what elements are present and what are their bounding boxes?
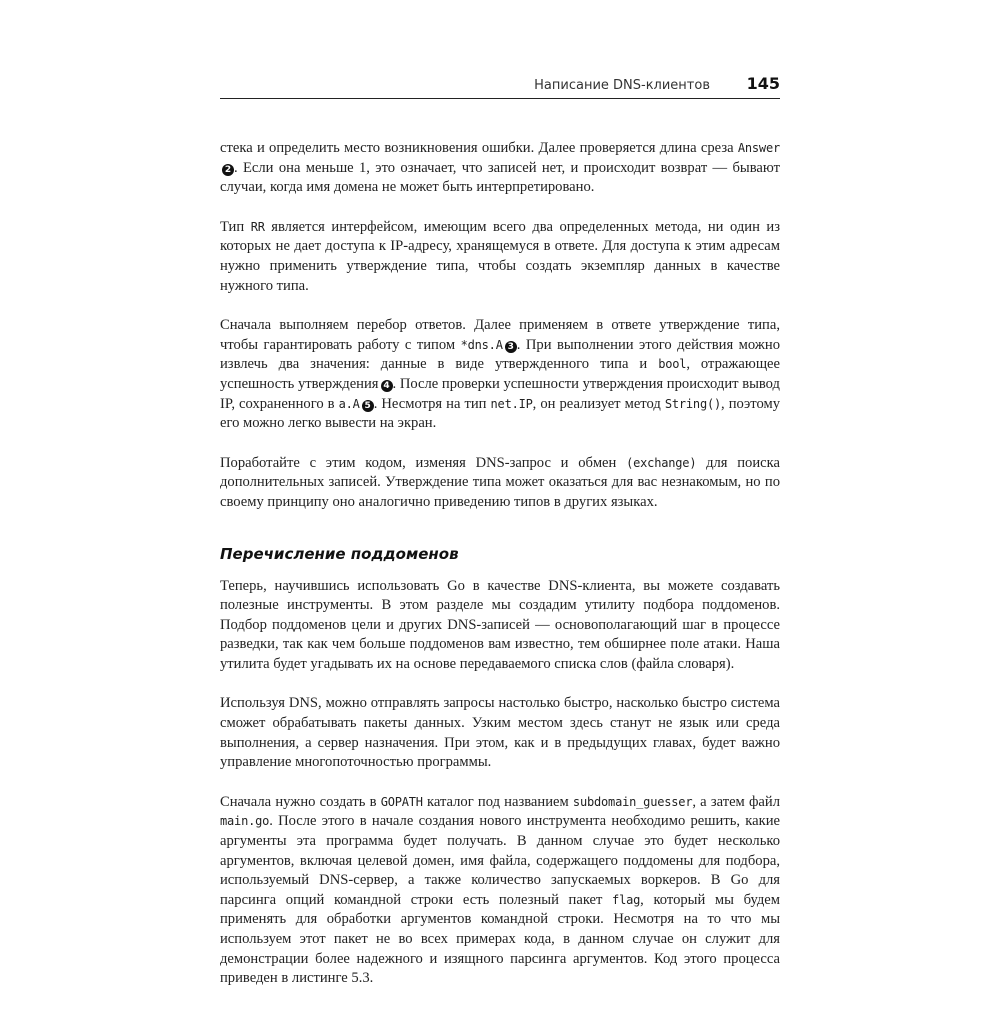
code-subdomain-guesser: subdomain_guesser [572, 794, 693, 809]
code-rr: RR [250, 219, 265, 234]
book-page [220, 70, 780, 1009]
code-main-go: main.go [220, 814, 270, 829]
page-number: 145 [746, 74, 780, 93]
code-bool: bool [658, 357, 687, 372]
callout-marker-5: 5 [362, 400, 374, 412]
code-dns-a: *dns.A [460, 337, 503, 352]
code-answer: Answer [737, 141, 780, 155]
callout-marker-3: 3 [505, 341, 517, 353]
code-a-a: a.A [338, 396, 360, 411]
paragraph-subdomain-intro: Теперь, научившись использовать Go в качестве DNS-клиента, вы можете создавать полезные инструменты. В этом разделе мы создадим утилиту подбора поддоменов. Подбор поддоменов цели и других DNS-записей — основополагающий шаг в процессе разведки, так как чем больше поддоменов вам известно, тем обширнее поле атаки. Наша утилита будет угадывать их на основе передаваемого списка слов (файла словаря). [220, 577, 780, 672]
paragraph-type-assertion: Сначала выполняем перебор ответов. Далее применяем в ответе утверждение типа, чтобы гарантировать работу с типом *dns.A 3 . При выполнении этого действия можно извлечь два значения: данные в виде утвержденного типа и bool, отражающее успешность утверждения 4 . После проверки успешности утверждения происходит вывод IP, сохраненного в a.A 5 . Несмотря на тип net.IP, он реализует метод String(), поэтому его можно легко вывести на экран. [220, 317, 781, 432]
paragraph-answer-slice: стека и определить место возникновения ошибки. Далее проверяется длина среза Answer2 . Если она меньше 1, это означает, что записей нет, и происходит возврат — бывают случаи, когда имя домена не может быть интерпретировано. [220, 140, 780, 196]
section-heading: Перечисление поддоменов [220, 544, 459, 563]
code-net-ip: net.IP [490, 396, 533, 411]
callout-marker-2: 2 [222, 164, 234, 176]
running-title: Написание DNS-клиентов [534, 78, 710, 93]
code-flag: flag [612, 892, 641, 907]
paragraph-experiment: Поработайте с этим кодом, изменяя DNS-запрос и обмен (exchange) для поиска дополнительных записей. Утверждение типа может оказаться для вас незнакомым, но по своему принципу оно аналогично приведению типов в других языках. [220, 454, 780, 510]
code-exchange: (exchange) [626, 455, 697, 470]
paragraph-rr-interface: Тип RR является интерфейсом, имеющим всего два определенных метода, ни один из которых не дает доступа к IP-адресу, хранящемуся в ответе. Для доступа к этим адресам нужно применить утверждение типа, чтобы создать экземпляр данных в качестве нужного типа. [220, 218, 780, 294]
paragraph-setup: Сначала нужно создать в GOPATH каталог под названием subdomain_guesser, а затем файл main.go. После этого в начале создания нового инструмента необходимо решить, какие аргументы эта программа будет получать. В данном случае это будет несколько аргументов, включая целевой домен, имя файла, содержащего поддомены для подбора, используемый DNS-сервер, а также количество запускаемых воркеров. В Go для парсинга опций командной строки есть полезный пакет flag, который мы будем применять для обработки аргументов командной строки. Несмотря на то что мы используем этот пакет не во всех примерах кода, в данном случае он служит для демонстрации более надежного и изящного парсинга аргументов. Код этого процесса приведен в листинге 5.3. [220, 793, 780, 987]
code-string-method: String() [664, 396, 722, 411]
running-head [220, 70, 780, 99]
page-content [220, 139, 780, 989]
paragraph-dns-speed: Используя DNS, можно отправлять запросы настолько быстро, насколько быстро система сможет обрабатывать пакеты данных. Узким местом здесь станут не язык или среда выполнения, а сервер назначения. При этом, как и в предыдущих главах, будет важно управление многопоточностью программы. [220, 695, 780, 771]
callout-marker-4: 4 [381, 380, 393, 392]
code-gopath: GOPATH [380, 794, 423, 809]
